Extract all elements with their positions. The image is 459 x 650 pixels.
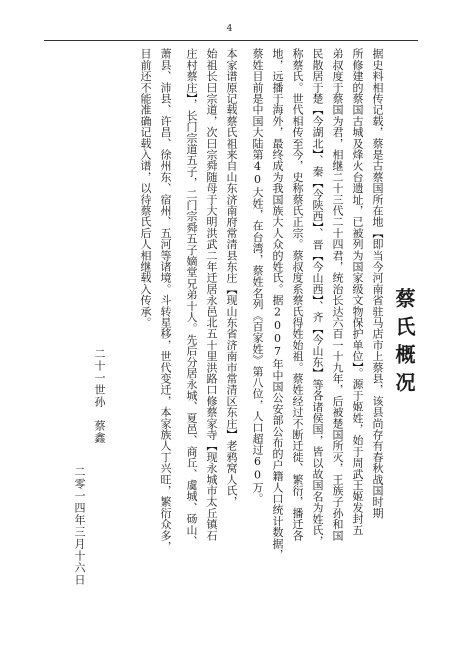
- body-column-12: 目前还不能准确记载入谱，以待蔡氏后人相继载入传承。: [139, 48, 152, 328]
- body-column-7: 蔡姓目前是中国大陆第40大姓，在台湾，蔡姓名列《百家姓》第八位，人口超过60万。: [251, 48, 264, 504]
- body-column-2: 所修建的蔡国古城及烽火台遗址，已被列为国家级文物保护单位】。源于姬姓，始于周武王姬发封五: [351, 48, 364, 536]
- header-rule: [44, 40, 418, 41]
- body-column-9: 始祖长曰宗道，次曰宗舜随母于大明洪武二年迁居永邑北五十里洪路口修蔡家寺【现永城市太丘镇石: [205, 48, 218, 541]
- signature-date: 二零一四年三月十六日: [73, 466, 86, 586]
- signature-author: 二十一世孙 蔡鑫: [93, 348, 106, 444]
- page-number: 4: [226, 24, 233, 34]
- body-column-1: 据史料相传记载，蔡是古蔡国所在地【即当今河南省驻马店市上蔡县，该县尚存有春秋战国时期: [371, 48, 384, 519]
- body-column-8: 本家谱原记载蔡氏祖来自山东济南府常清县东庄【现山东省济南市常清区东庄】老鸦窝人氏，: [225, 48, 238, 508]
- page-title: 蔡氏概况: [392, 288, 416, 400]
- body-column-10: 庄村蔡庄】，长门宗道五子，二门宗舜五子嫡堂兄弟十人。先后分居永城、夏邑、商丘、虞城、砀山、: [185, 48, 198, 547]
- body-text: [52, 48, 422, 608]
- body-column-5: 称蔡氏。世代相传至今，史称蔡氏正宗。蔡叔度系蔡氏得姓始祖。蔡姓经过不断迁徙、繁衍，播迁各: [291, 48, 304, 541]
- body-column-6: 地，远播于海外，最终成为我国族大人众的姓氏。据2007年中国公安部公布的户籍人口统计数据，: [271, 48, 284, 560]
- body-column-11: 萧县、沛县、许昌、徐州东、宿州、五河等诸境。斗转星移，世代变迁，本家族人丁兴旺，繁衍众多，: [159, 48, 172, 552]
- body-column-4: 民散居于楚【今湖北】、秦【今陕西】、晋【今山西】、齐【今山东】等各诸侯国，皆以故国名为姓氏，: [311, 48, 324, 547]
- body-column-3: 弟叔度于蔡国为君，相继二十三代二十四君，统治长达六百一十九年，后被楚国所灭，王族子孙和国: [331, 48, 344, 541]
